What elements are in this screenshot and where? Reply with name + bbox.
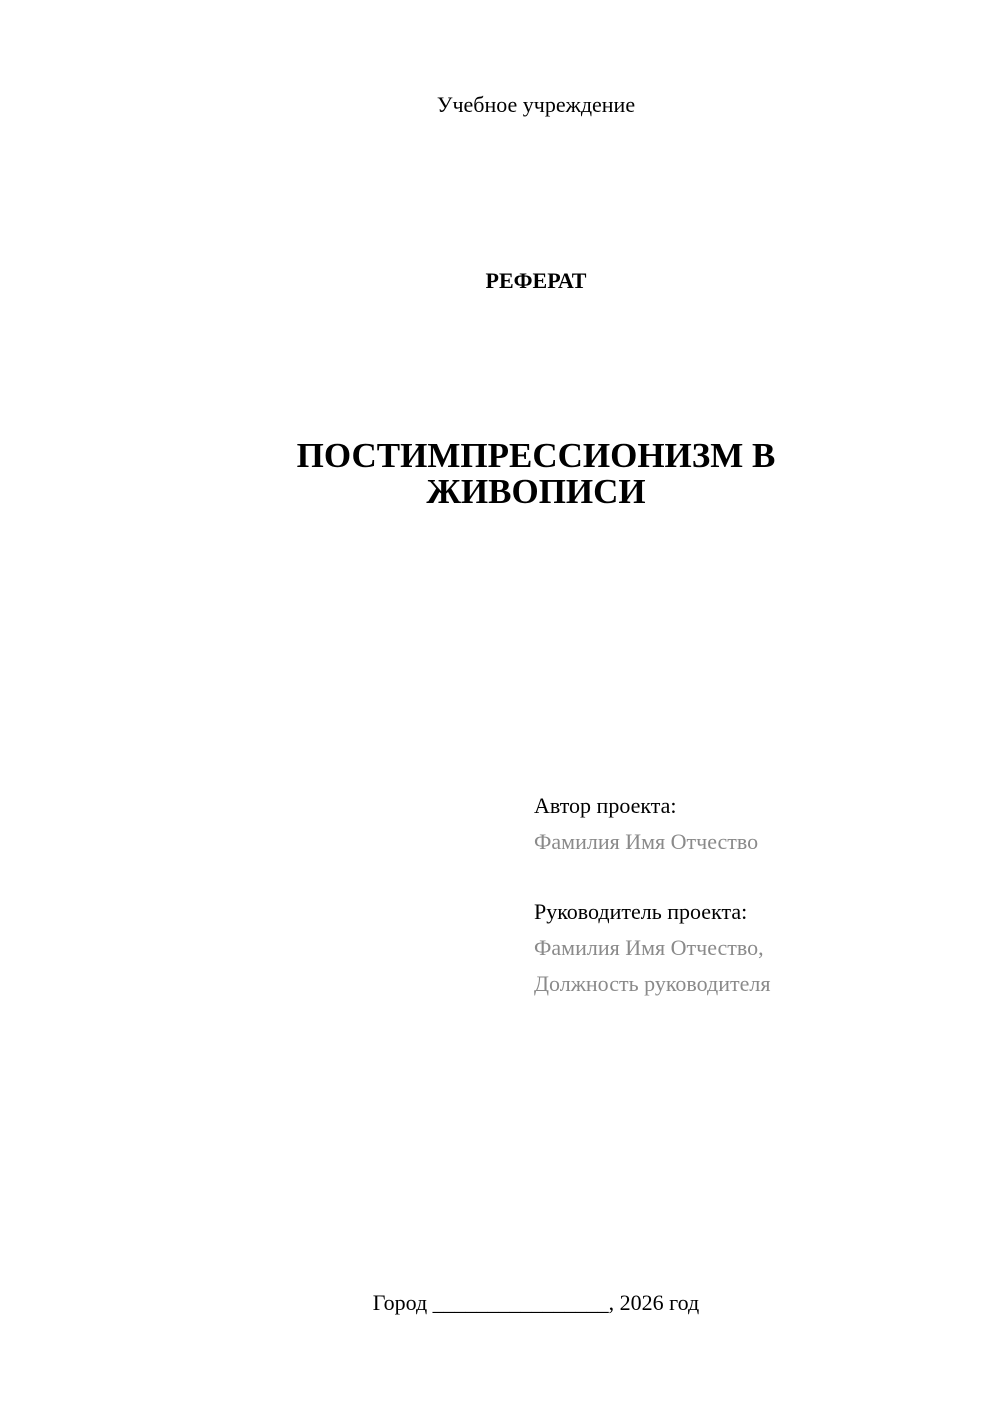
institution-name: Учебное учреждение [436, 92, 636, 117]
author-label: Автор проекта: [534, 793, 677, 818]
authors-spacer [534, 860, 954, 894]
author-name-placeholder: Фамилия Имя Отчество [534, 829, 759, 854]
document-title-line-2: ЖИВОПИСИ [426, 472, 646, 511]
supervisor-position-placeholder: Должность руководителя [534, 971, 771, 996]
document-title [72, 438, 1000, 510]
document-type: РЕФЕРАТ [485, 268, 587, 293]
supervisor-label: Руководитель проекта: [534, 899, 748, 924]
authors-block [534, 788, 954, 1002]
city-year-line: Город ________________, 2026 год [372, 1290, 700, 1315]
document-title-line-1: ПОСТИМПРЕССИОНИЗМ В [296, 436, 776, 475]
supervisor-name-placeholder: Фамилия Имя Отчество, [534, 935, 764, 960]
